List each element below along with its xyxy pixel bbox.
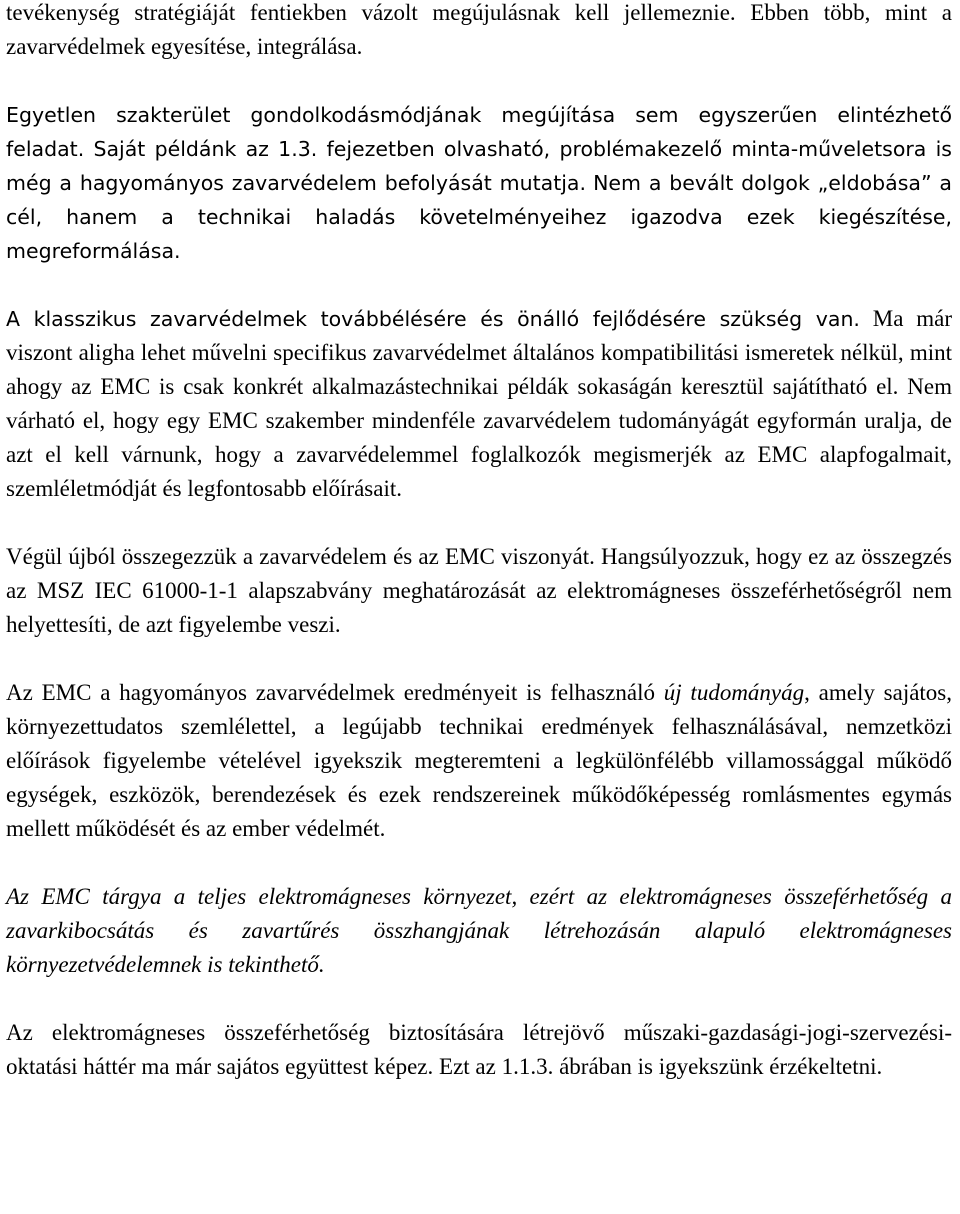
paragraph-gap <box>6 64 952 98</box>
paragraph-renewal-sans-text: Egyetlen szakterület gondolkodásmódjának megújítása sem egyszerűen elintézhető feladat. Saját példánk az 1.3. fejezetben olvasható, problémakezelő minta-műveletsora is még a hagyományos zavarvédelem befolyását mutatja. <box>6 103 952 195</box>
paragraph-renewal <box>6 98 952 268</box>
paragraph-emc-text-b: , amely sajátos, környezettudatos szemlélettel, a legújabb technikai eredmények felhasználásával, nemzetközi előírások figyelembe vételével igyekszik megteremteni a legkülönfélébb villamossággal működő egységek, eszközök, berendezések és ezek rendszereinek működőképesség romlásmentes egymás mellett működését és az ember védelmét. <box>6 680 953 841</box>
paragraph-classic-serif-text: Ma már viszont aligha lehet művelni specifikus zavarvédelmet általános kompatibilitási ismeretek nélkül, mint ahogy az EMC is csak konkrét alkalmazástechnikai példák sokaságán keresztül sajátítható el. <box>6 306 952 399</box>
paragraph-classic-protection <box>6 302 952 506</box>
paragraph-gap <box>6 846 952 880</box>
paragraph-gap <box>6 506 952 540</box>
paragraph-summary-text: Végül újból összegezzük a zavarvédelem és az EMC viszonyát. Hangsúlyozzuk, hogy ez az összegzés az MSZ IEC 61000-1-1 alapszabvány meghatározását az elektromágneses összeférhetőségről nem helyettesíti, de azt figyelembe veszi. <box>6 544 952 637</box>
paragraph-emc-text-a: Az EMC a hagyományos zavarvédelmek eredményeit is felhasználó <box>6 680 664 705</box>
paragraph-intro <box>6 0 952 64</box>
paragraph-classic-serif-text-2: Nem várható el, hogy egy EMC szakember mindenféle zavarvédelem tudományágát egyformán uralja, de azt el kell várnunk, hogy a zavarvédelemmel foglalkozók megismerjék az EMC alapfogalmait, szemléletmódját és legfontosabb előírásait. <box>6 374 952 501</box>
paragraph-intro-text: tevékenység stratégiáját fentiekben vázolt megújulásnak kell jellemeznie. Ebben több, mint a zavarvédelmek egyesítése, integrálása. <box>6 0 952 59</box>
paragraph-summary <box>6 540 952 642</box>
paragraph-classic-sans-text: A klasszikus zavarvédelmek továbbélésére és önálló fejlődésére szükség van. <box>6 307 860 331</box>
paragraph-emc-subject <box>6 880 952 982</box>
paragraph-emc-subject-text: Az EMC tárgya a teljes elektromágneses környezet, ezért az elektromágneses összeférhetőség a zavarkibocsátás és zavartűrés összhangjának létrehozásán alapuló elektromágneses környezetvédelemnek is tekinthető. <box>6 884 952 977</box>
paragraph-gap <box>6 982 952 1016</box>
paragraph-emc-definition <box>6 676 952 846</box>
paragraph-gap <box>6 268 952 302</box>
paragraph-emc-italic-term: új tudományág <box>663 680 805 705</box>
paragraph-background <box>6 1016 952 1084</box>
paragraph-gap <box>6 642 952 676</box>
paragraph-background-text: Az elektromágneses összeférhetőség biztosítására létrejövő műszaki-gazdasági-jogi-szervezési-oktatási háttér ma már sajátos együttest képez. Ezt az 1.1.3. ábrában is igyekszünk érzékeltetni. <box>6 1020 952 1079</box>
paragraph-renewal-sans-text-2: Nem a bevált dolgok „eldobása” a cél, hanem a technikai haladás követelményeihez igazodva ezek kiegészítése, megreformálása. <box>6 171 952 263</box>
